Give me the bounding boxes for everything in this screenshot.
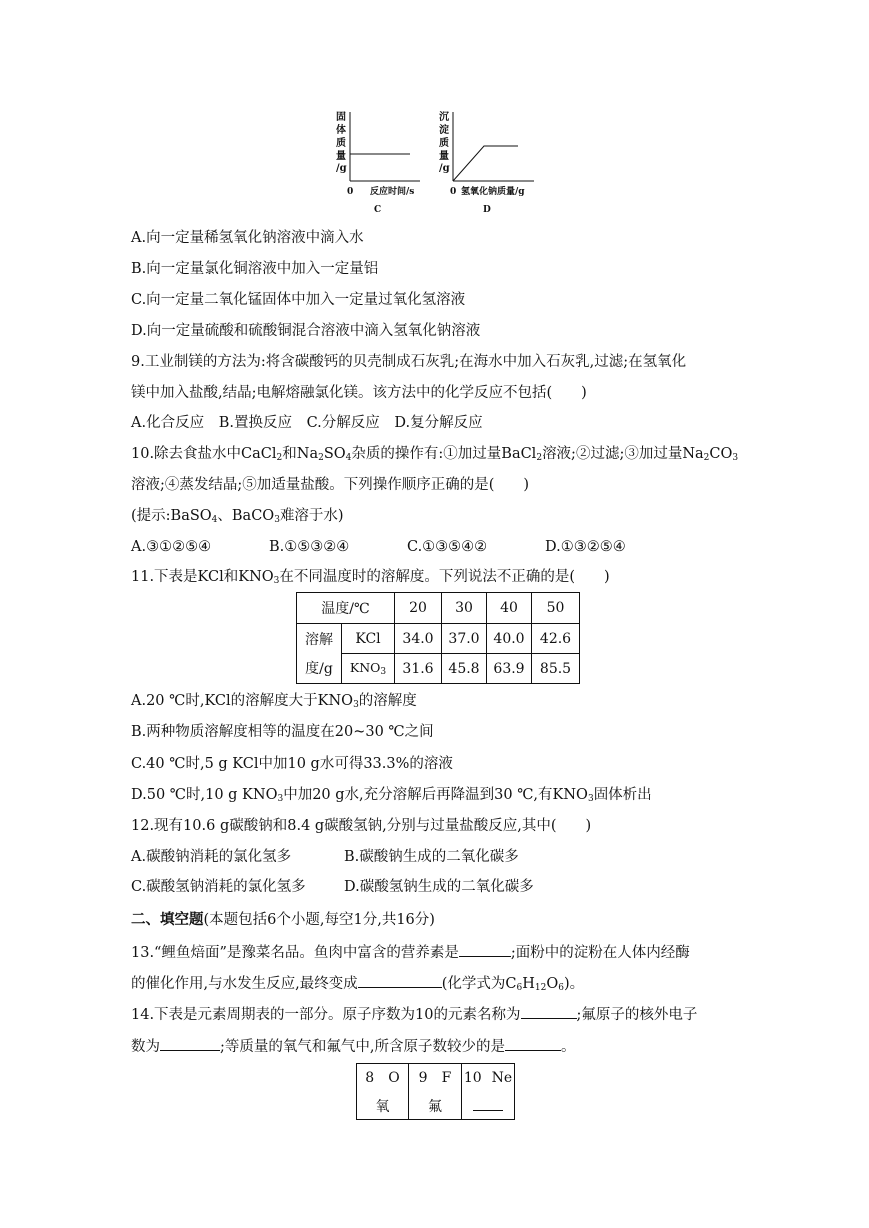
table-row-label-bottom: 度/g bbox=[297, 654, 342, 684]
graph-d bbox=[436, 108, 546, 216]
svg-text:/g: /g bbox=[336, 163, 347, 174]
table-temp-50: 50 bbox=[532, 593, 580, 624]
q8-option-d: D.向一定量硫酸和硫酸铜混合溶液中滴入氢氧化钠溶液 bbox=[131, 323, 481, 339]
q9-option-b: B.置换反应 bbox=[218, 415, 292, 431]
svg-text:体: 体 bbox=[336, 125, 346, 136]
q9-stem-line2: 镁中加入盐酸,结晶;电解熔融氯化镁。该方法中的化学反应不包括( ) bbox=[131, 385, 587, 401]
table-cell: 37.0 bbox=[442, 624, 487, 654]
svg-text:沉: 沉 bbox=[439, 112, 449, 123]
svg-text:质: 质 bbox=[336, 138, 346, 149]
answer-blank[interactable] bbox=[358, 973, 442, 988]
graph-c-caption: C bbox=[374, 205, 382, 215]
table-kcl-label: KCl bbox=[342, 624, 395, 654]
q9-options bbox=[131, 413, 483, 433]
q10-option-b: B.①⑤③②④ bbox=[269, 539, 350, 555]
section-title: 二、填空题 bbox=[131, 911, 204, 928]
element-cell-oxygen: 8 O 氧 bbox=[357, 1064, 409, 1120]
graph-d-ylabel bbox=[438, 110, 450, 174]
table-kno3-label: $KNO_3$ bbox=[342, 654, 395, 684]
q12-options-row1 bbox=[131, 847, 519, 867]
q14-line1: 14.下表是元素周期表的一部分。原子序数为10的元素名称为 ;氟原子的核外电子 bbox=[131, 1004, 697, 1025]
periodic-table-fragment bbox=[356, 1063, 515, 1120]
q8-option-c: C.向一定量二氧化锰固体中加入一定量过氧化氢溶液 bbox=[131, 292, 466, 308]
q12-option-a: A.碳酸钠消耗的氯化氢多 bbox=[131, 849, 292, 865]
svg-text:淀: 淀 bbox=[439, 125, 449, 136]
table-cell: 45.8 bbox=[442, 654, 487, 684]
section-heading bbox=[131, 910, 435, 930]
table-cell: 40.0 bbox=[487, 624, 532, 654]
solubility-table bbox=[296, 592, 580, 684]
q12-option-c: C.碳酸氢钠消耗的氯化氢多 bbox=[131, 879, 306, 895]
q11-option-a: A.20 ℃时,KCl的溶解度大于$KNO_3$的溶解度 bbox=[131, 693, 417, 710]
q10-option-a: A.③①②⑤④ bbox=[131, 539, 212, 555]
svg-text:固: 固 bbox=[336, 112, 346, 123]
q10-option-d: D.①③②⑤④ bbox=[545, 539, 626, 555]
q10-option-c: C.①③⑤④② bbox=[407, 539, 488, 555]
q11-stem: 11.下表是KCl和$KNO_3$在不同温度时的溶解度。下列说法不正确的是( ) bbox=[131, 569, 610, 586]
table-header-temp: 温度/℃ bbox=[297, 593, 395, 624]
q8-option-a: A.向一定量稀氢氧化钠溶液中滴入水 bbox=[131, 230, 364, 246]
q9-option-a: A.化合反应 bbox=[131, 415, 205, 431]
q12-stem: 12.现有10.6 g碳酸钠和8.4 g碳酸氢钠,分别与过量盐酸反应,其中( ) bbox=[131, 818, 592, 834]
svg-text:量: 量 bbox=[439, 151, 449, 162]
svg-text:质: 质 bbox=[439, 138, 449, 149]
q13-line2: 的催化作用,与水发生反应,最终变成 (化学式为$C_6H_{12}O_6$)。 bbox=[131, 973, 584, 998]
svg-text:量: 量 bbox=[336, 151, 346, 162]
q9-stem-line1: 9.工业制镁的方法为:将含碳酸钙的贝壳制成石灰乳;在海水中加入石灰乳,过滤;在氢氧化 bbox=[131, 354, 687, 370]
graph-d-origin: 0 bbox=[450, 187, 457, 197]
answer-blank[interactable] bbox=[160, 1036, 220, 1051]
table-cell: 85.5 bbox=[532, 654, 580, 684]
graph-c-xlabel: 反应时间/s bbox=[370, 187, 415, 197]
answer-blank[interactable] bbox=[521, 1004, 577, 1019]
graph-d-xlabel: 氢氧化钠质量/g bbox=[461, 187, 525, 197]
graph-d-caption: D bbox=[483, 205, 491, 215]
answer-blank[interactable] bbox=[505, 1036, 561, 1051]
table-temp-20: 20 bbox=[395, 593, 442, 624]
graph-c bbox=[330, 108, 430, 216]
q10-stem-line1: 10.除去食盐水中CaCl$_2$和$Na_2SO_4$杂质的操作有:①加过量BaCl$_2$溶液;②过滤;③加过量$Na_2CO_3$ bbox=[131, 446, 739, 463]
table-row-label-top: 溶解 bbox=[297, 624, 342, 654]
q8-option-b: B.向一定量氯化铜溶液中加入一定量铝 bbox=[131, 261, 379, 277]
element-cell-fluorine: 9 F 氟 bbox=[409, 1064, 462, 1120]
element-cell-neon: 10 Ne bbox=[462, 1064, 515, 1120]
q10-hint: (提示:BaSO$_4$、BaCO$_3$难溶于水) bbox=[131, 508, 344, 525]
table-cell: 42.6 bbox=[532, 624, 580, 654]
answer-blank[interactable] bbox=[459, 942, 511, 957]
q13-line1: 13.“鲤鱼焙面”是豫菜名品。鱼肉中富含的营养素是 ;面粉中的淀粉在人体内经酶 bbox=[131, 942, 690, 963]
q11-option-d: D.50 ℃时,10 g $KNO_3$中加20 g水,充分溶解后再降温到30 ℃,有$KNO_3$固体析出 bbox=[131, 787, 652, 804]
q12-option-b: B.碳酸钠生成的二氧化碳多 bbox=[344, 849, 519, 865]
section-note: (本题包括6个小题,每空1分,共16分) bbox=[203, 912, 435, 928]
q9-option-c: C.分解反应 bbox=[306, 415, 380, 431]
answer-blank[interactable] bbox=[473, 1096, 503, 1111]
q14-line2: 数为 ;等质量的氧气和氟气中,所含原子数较少的是 。 bbox=[131, 1036, 576, 1057]
graph-c-ylabel bbox=[336, 110, 347, 174]
table-cell: 34.0 bbox=[395, 624, 442, 654]
q11-option-b: B.两种物质溶解度相等的温度在20~30 ℃之间 bbox=[131, 724, 434, 740]
svg-text:/g: /g bbox=[439, 163, 450, 174]
q12-option-d: D.碳酸氢钠生成的二氧化碳多 bbox=[344, 879, 534, 895]
graph-d-curve bbox=[453, 146, 518, 181]
table-cell: 63.9 bbox=[487, 654, 532, 684]
q9-option-d: D.复分解反应 bbox=[394, 415, 483, 431]
graph-c-origin: 0 bbox=[347, 187, 354, 197]
q10-stem-line2: 溶液;④蒸发结晶;⑤加适量盐酸。下列操作顺序正确的是( ) bbox=[131, 477, 530, 493]
q11-option-c: C.40 ℃时,5 g KCl中加10 g水可得33.3%的溶液 bbox=[131, 756, 453, 772]
q10-options bbox=[131, 537, 626, 557]
table-cell: 31.6 bbox=[395, 654, 442, 684]
table-temp-30: 30 bbox=[442, 593, 487, 624]
table-temp-40: 40 bbox=[487, 593, 532, 624]
q12-options-row2 bbox=[131, 877, 534, 897]
